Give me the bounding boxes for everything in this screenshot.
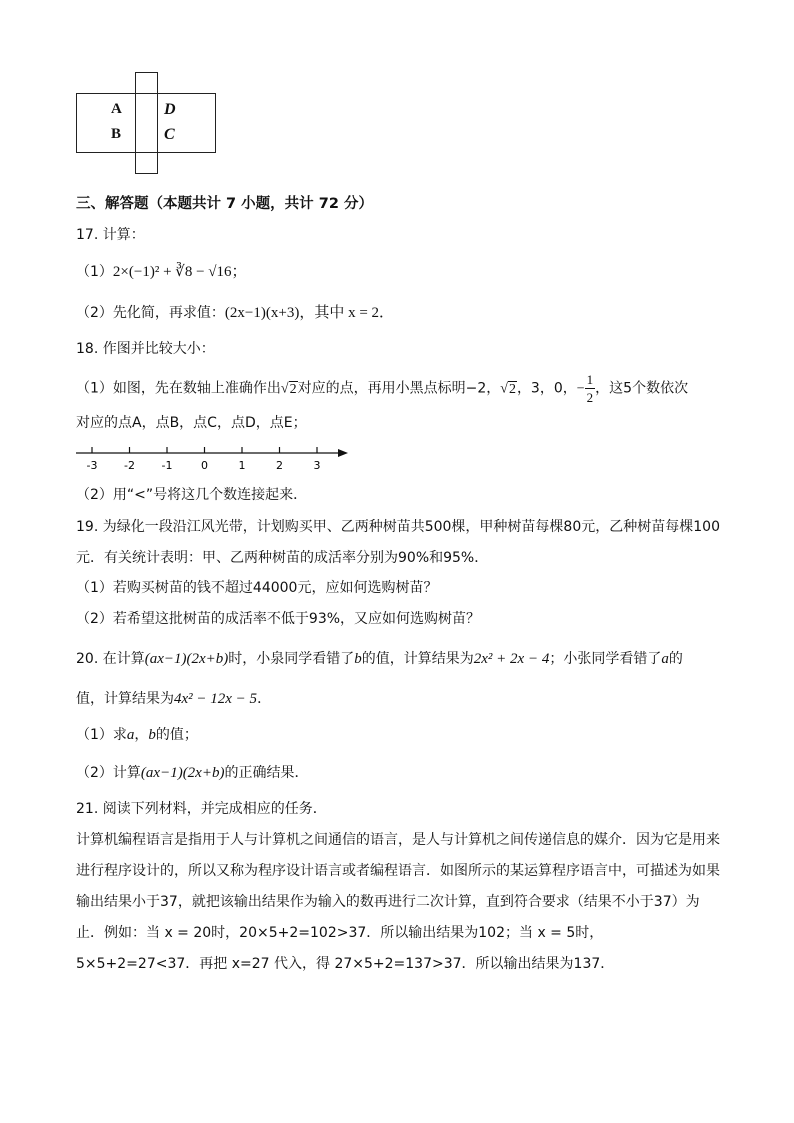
cube-face-label-c: C bbox=[164, 126, 175, 143]
q20-var-b: b bbox=[354, 651, 362, 667]
number-line-tick-label: -1 bbox=[161, 459, 173, 472]
q21-line1: 计算机编程语言是指用于人与计算机之间通信的语言，是人与计算机之间传递信息的媒介．因为它是用来 bbox=[76, 832, 720, 848]
cube-net-vertical-strip bbox=[135, 72, 158, 174]
neg-half-sign: − bbox=[576, 381, 585, 397]
q17-title: 17. 计算： bbox=[76, 227, 145, 243]
q20-p2-a: （2）计算 bbox=[76, 765, 141, 781]
q20-l2-a: 值，计算结果为 bbox=[76, 691, 174, 707]
q20-part2 bbox=[76, 762, 308, 782]
q18-title: 18. 作图并比较大小： bbox=[76, 341, 215, 357]
q20-l1-c: 的值，计算结果为 bbox=[361, 651, 474, 667]
q20-p1-a: （1）求 bbox=[76, 727, 127, 743]
q17-part1-expression: 2×(−1)² + ∛8 − √16； bbox=[112, 264, 247, 280]
q20-var-a: a bbox=[661, 651, 669, 667]
q20-l1-b: 时，小泉同学看错了 bbox=[228, 651, 355, 667]
q20-expr-original: (ax−1)(2x+b) bbox=[144, 651, 229, 667]
q18-part2: （2）用“<”号将这几个数连接起来． bbox=[76, 487, 308, 503]
q20-p1-c: 的值； bbox=[155, 727, 198, 743]
number-line-tick-label: 0 bbox=[201, 459, 208, 472]
q20-l1-d: ；小张同学看错了 bbox=[549, 651, 662, 667]
fraction-numerator: 1 bbox=[586, 372, 594, 387]
q20-l2-b: ． bbox=[257, 691, 272, 707]
q20-p1-var-b: b bbox=[148, 727, 156, 743]
q18-text-c: ，3，0， bbox=[516, 380, 577, 397]
q17-part2-expression: (2x−1)(x+3)，其中 x = 2． bbox=[224, 305, 395, 321]
number-line bbox=[72, 440, 357, 474]
q20-part1 bbox=[76, 724, 198, 744]
q20-p2-expr: (ax−1)(2x+b) bbox=[140, 765, 225, 781]
number-line-tick-label: 1 bbox=[238, 459, 246, 472]
q17-part1 bbox=[76, 260, 247, 281]
q19-line2: 元．有关统计表明：甲、乙两种树苗的成活率分别为90%和95%． bbox=[76, 550, 489, 566]
sqrt2-symbol-1: √2 bbox=[280, 381, 297, 397]
q21-line3: 输出结果小于37，就把该输出结果作为输入的数再进行二次计算，直到符合要求（结果不小于37）为 bbox=[76, 894, 700, 910]
q20-line2 bbox=[76, 688, 271, 708]
q20-p1-var-a: a bbox=[126, 727, 135, 743]
q19-part2: （2）若希望这批树苗的成活率不低于93%，又应如何选购树苗？ bbox=[76, 611, 481, 627]
q17-part1-prefix: （1） bbox=[76, 264, 113, 280]
number-line-tick-label: 2 bbox=[276, 459, 283, 472]
q21-line5: 5×5+2=27<37．再把 x=27 代入，得 27×5+2=137>37．所以输出结果为137． bbox=[76, 956, 615, 972]
q17-part2-prefix: （2）先化简，再求值： bbox=[76, 305, 225, 321]
q20-expr-result2: 4x² − 12x − 5 bbox=[174, 691, 258, 707]
q21-line4: 止．例如：当 x = 20时，20×5+2=102>37．所以输出结果为102；当 x = 5时， bbox=[76, 925, 604, 941]
q20-expr-result1: 2x² + 2x − 4 bbox=[473, 651, 550, 667]
q19-part1: （1）若购买树苗的钱不超过44000元，应如何选购树苗？ bbox=[76, 580, 438, 596]
sqrt2-symbol-2: √2 bbox=[500, 381, 516, 397]
fraction-one-half bbox=[585, 373, 596, 404]
q20-p2-b: 的正确结果． bbox=[224, 765, 309, 781]
q18-part1-line1 bbox=[76, 373, 688, 404]
cube-face-label-d: D bbox=[164, 101, 176, 118]
sqrt2-radicand-1: 2 bbox=[289, 381, 297, 397]
fraction-denominator: 2 bbox=[586, 390, 594, 405]
q21-title: 21. 阅读下列材料，并完成相应的任务． bbox=[76, 801, 327, 817]
cube-face-label-a: A bbox=[111, 101, 122, 117]
number-line-tick-label: -3 bbox=[86, 459, 98, 472]
q17-part2 bbox=[76, 301, 394, 322]
number-line-tick-label: -2 bbox=[124, 459, 135, 472]
q20-l1-a: 20. 在计算 bbox=[76, 651, 145, 667]
q18-part1-line2: 对应的点A，点B，点C，点D，点E； bbox=[76, 415, 307, 431]
q18-text-b: 对应的点，再用小黑点标明−2， bbox=[297, 380, 501, 397]
cube-face-label-b: B bbox=[111, 126, 122, 142]
q20-l1-e: 的 bbox=[668, 651, 683, 667]
q20-p1-b: ， bbox=[134, 727, 149, 743]
number-line-tick-label: 3 bbox=[313, 459, 321, 472]
q21-line2: 进行程序设计的，所以又称为程序设计语言或者编程语言．如图所示的某运算程序语言中，可描述为如果 bbox=[76, 863, 720, 879]
q20-line1 bbox=[76, 648, 683, 668]
sqrt2-radicand-2: 2 bbox=[508, 381, 516, 397]
q18-text-a: （1）如图，先在数轴上准确作出 bbox=[76, 380, 281, 397]
q18-text-d: ，这5个数依次 bbox=[595, 380, 689, 397]
q19-line1: 19. 为绿化一段沿江风光带，计划购买甲、乙两种树苗共500棵，甲种树苗每棵80元，乙种树苗每棵100 bbox=[76, 519, 720, 535]
section-heading: 三、解答题（本题共计 7 小题，共计 72 分） bbox=[76, 196, 373, 212]
